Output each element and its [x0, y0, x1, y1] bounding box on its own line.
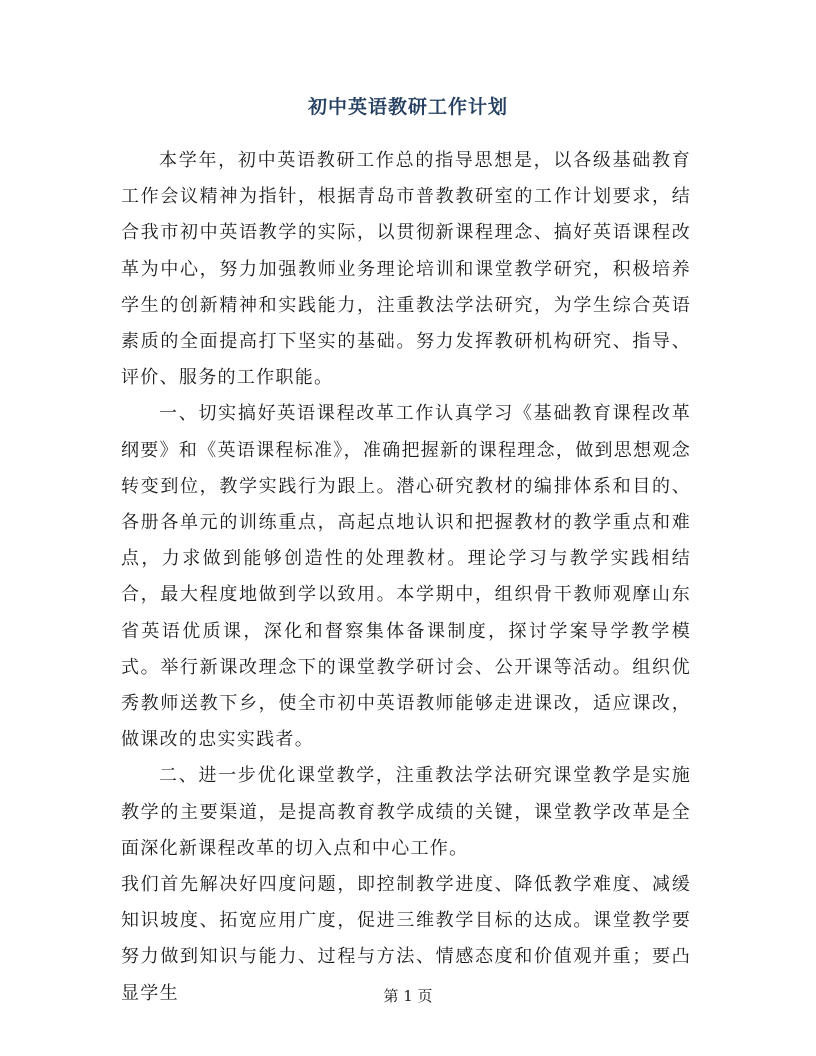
paragraph-classroom-teaching: 二、进一步优化课堂教学，注重教法学法研究课堂教学是实施教学的主要渠道，是提高教育教学成绩的关键，课堂教学改革是全面深化新课程改革的切入点和中心工作。: [121, 765, 691, 859]
document-body: [121, 143, 691, 1012]
paragraph-guiding-principle: 本学年，初中英语教研工作总的指导思想是，以各级基础教育工作会议精神为指针，根据青岛市普教教研室的工作计划要求，结合我市初中英语教学的实际，以贯彻新课程理念、搞好英语课程改革为中心，努力加强教师业务理论培训和课堂教学研究，积极培养学生的创新精神和实践能力，注重教法学法研究，为学生综合英语素质的全面提高打下坚实的基础。努力发挥教研机构研究、指导、评价、服务的工作职能。: [121, 150, 691, 389]
paragraph-curriculum-reform: 一、切实搞好英语课程改革工作认真学习《基础教育课程改革纲要》和《英语课程标准》，准确把握新的课程理念，做到思想观念转变到位，教学实践行为跟上。潜心研究教材的编排体系和目的、各册各单元的训练重点，高起点地认识和把握教材的教学重点和难点，力求做到能够创造性的处理教材。理论学习与教学实践相结合，最大程度地做到学以致用。本学期中，组织骨干教师观摩山东省英语优质课，深化和督察集体备课制度，探讨学案导学教学模式。举行新课改理念下的课堂教学研讨会、公开课等活动。组织优秀教师送教下乡，使全市初中英语教师能够走进课改，适应课改，做课改的忠实实践者。: [121, 403, 691, 751]
page-number: 第 1 页: [383, 987, 433, 1005]
document-title: 初中英语教研工作计划: [307, 96, 508, 118]
paragraph-four-degrees: 我们首先解决好四度问题，即控制教学进度、降低教学难度、减缓知识坡度、拓宽应用广度，促进三维教学目标的达成。课堂教学要努力做到知识与能力、过程与方法、情感态度和价值观并重；要凸显学生: [121, 874, 691, 1004]
